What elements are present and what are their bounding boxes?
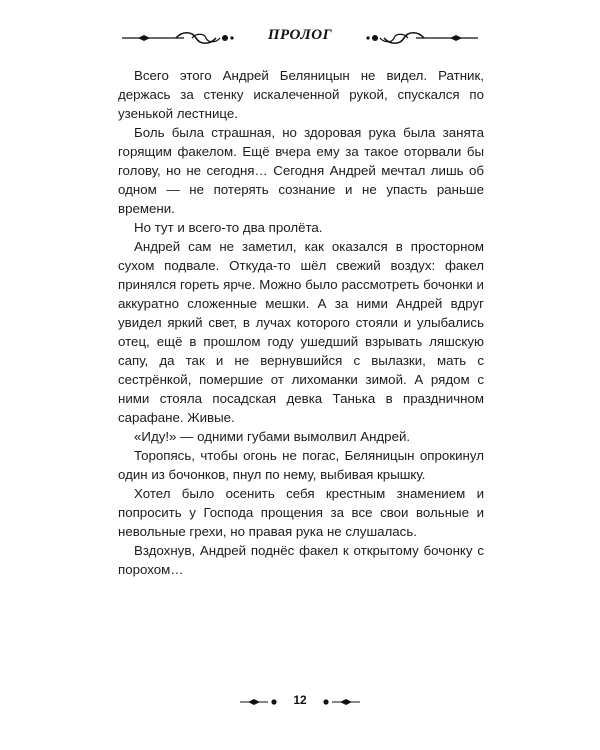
paragraph: Вздохнув, Андрей поднёс факел к открытому бочонку с порохом… [118, 543, 484, 577]
chapter-title: ПРОЛОГ [267, 27, 333, 43]
left-ornament-icon [118, 30, 236, 46]
paragraph: «Иду!» — одними губами вымолвил Андрей. [134, 429, 411, 444]
right-ornament-icon [364, 30, 482, 46]
paragraph: Андрей сам не заметил, как оказался в просторном сухом подвале. Откуда-то шёл свежий воздух: факел принялся гореть ярче. Можно было рассмотреть бочонки и аккуратно сложенные мешки. А за ними Андрей вдруг увидел яркий свет, в лучах которого стояли и улыбались отец, ещё в прошлом году ушедший взрывать ляшскую сапу, да так и не вернувшийся с вылазки, мать с сестрёнкой, помершие от лихоманки зимой. А рядом с ними стояла посадская девка Танька в праздничном сарафане. Живые. [118, 239, 484, 425]
paragraph: Боль была страшная, но здоровая рука была занята горящим факелом. Ещё вчера ему за такое оторвали бы голову, но не сегодня… Сегодня Андрей мечтал лишь об одном — не потерять сознание и не упасть раньше времени. [118, 125, 484, 216]
body-text [118, 66, 484, 579]
paragraph: Хотел было осенить себя крестным знамением и попросить у Господа прощения за все свои вольные и невольные грехи, но правая рука не слушалась. [118, 486, 484, 539]
page-number: 12 [293, 693, 307, 707]
footer-right-ornament-icon [318, 696, 362, 708]
paragraph: Всего этого Андрей Беляницын не видел. Ратник, держась за стенку искалеченной рукой, спускался по узенькой лестнице. [118, 68, 484, 121]
page-footer [238, 691, 362, 713]
running-header [118, 26, 482, 50]
footer-left-ornament-icon [238, 696, 282, 708]
paragraph: Торопясь, чтобы огонь не погас, Беляницын опрокинул один из бочонков, пнул по нему, выбивая крышку. [118, 448, 484, 482]
paragraph: Но тут и всего-то два пролёта. [134, 220, 323, 235]
